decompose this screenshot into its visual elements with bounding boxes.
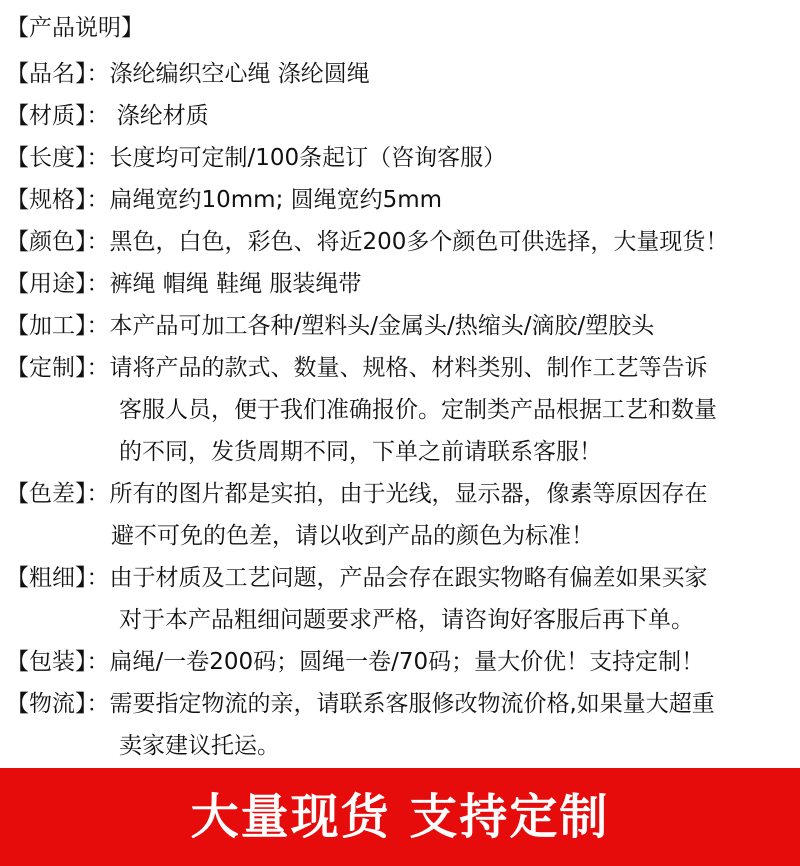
row-label: 【材质】： [6, 103, 110, 129]
row-name [6, 60, 370, 88]
row-value: 所有的图片都是实拍，由于光线，显示器，像素等原因存在 [109, 481, 708, 507]
row-value: 扁绳/一卷200码；圆绳一卷/70码；量大价优！支持定制！ [109, 649, 705, 675]
row-value: 黑色，白色，彩色、将近200多个颜色可供选择，大量现货！ [109, 229, 729, 255]
row-label: 【粗细】： [6, 565, 110, 591]
row-value: 由于材质及工艺问题，产品会存在跟实物略有偏差如果买家 [109, 565, 708, 591]
row-value: 扁绳宽约10mm; 圆绳宽约5mm [109, 187, 443, 213]
row-spec [6, 186, 442, 214]
row-label: 【物流】： [6, 691, 110, 717]
row-value: 裤绳 帽绳 鞋绳 服装绳带 [109, 271, 362, 297]
row-processing [6, 312, 654, 340]
row-value: 涤纶材质 [109, 103, 209, 129]
row-usage [6, 270, 361, 298]
row-label: 【加工】： [6, 313, 110, 339]
row-label: 【包装】： [6, 649, 110, 675]
row-label: 【长度】： [6, 145, 110, 171]
row-label: 【品名】： [6, 61, 110, 87]
row-label: 【色差】： [6, 481, 110, 507]
row-color-difference-continued: 避不可免的色差，请以收到产品的颜色为标准！ [111, 523, 594, 549]
row-thickness-continued: 对于本产品粗细问题要求严格，请咨询好客服后再下单。 [119, 607, 694, 633]
row-logistics [6, 690, 715, 718]
row-color-difference [6, 480, 708, 508]
row-logistics-continued: 卖家建议托运。 [119, 733, 280, 759]
promo-banner: 大量现货 支持定制 [0, 768, 800, 866]
row-value: 本产品可加工各种/塑料头/金属头/热缩头/滴胶/塑胶头 [109, 313, 655, 339]
row-color [6, 228, 728, 256]
row-thickness [6, 564, 708, 592]
row-length [6, 144, 506, 172]
row-custom-continued: 的不同，发货周期不同，下单之前请联系客服！ [119, 439, 602, 465]
row-label: 【用途】： [6, 271, 110, 297]
row-material [6, 102, 209, 130]
row-value: 需要指定物流的亲，请联系客服修改物流价格,如果量大超重 [109, 691, 715, 717]
row-custom [6, 354, 708, 382]
row-value: 涤纶编织空心绳 涤纶圆绳 [109, 61, 370, 87]
row-value: 长度均可定制/100条起订（咨询客服） [109, 145, 507, 171]
row-label: 【规格】： [6, 187, 110, 213]
section-heading: 【产品说明】 [6, 15, 144, 41]
row-custom-continued: 客服人员，便于我们准确报价。定制类产品根据工艺和数量 [119, 397, 717, 423]
row-label: 【颜色】： [6, 229, 110, 255]
row-packaging [6, 648, 704, 676]
row-label: 【定制】： [6, 355, 110, 381]
row-value: 请将产品的款式、数量、规格、材料类别、制作工艺等告诉 [109, 355, 708, 381]
